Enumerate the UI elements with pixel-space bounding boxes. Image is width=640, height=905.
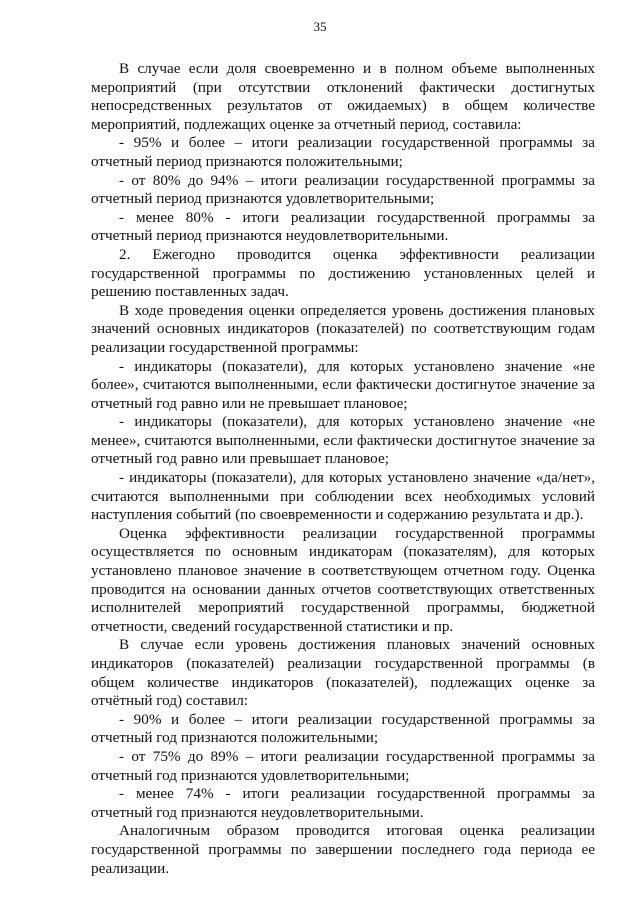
paragraph-90-percent: - 90% и более – итоги реализации государственной программы за отчетный год признаются положительными; [91, 710, 595, 747]
paragraph-less-74-percent: - менее 74% - итоги реализации государственной программы за отчетный год признаются неудовлетворительными. [91, 785, 595, 821]
paragraph-yes-no: - индикаторы (показатели), для которых установлено значение «да/нет», считаются выполненными при соблюдении всех необходимых условий наступления событий (по своевременности и содержанию результата и др.). [91, 469, 595, 524]
document-body [91, 60, 595, 878]
paragraph-75-89-percent: - от 75% до 89% – итоги реализации государственной программы за отчетный год признаются удовлетворительными; [91, 747, 595, 784]
paragraph-not-more: - индикаторы (показатели), для которых установлено значение «не более», считаются выполненными, если фактически достигнутое значение за отчетный год равно или не превышает плановое; [91, 357, 595, 412]
paragraph-efficiency-assessment: Оценка эффективности реализации государственной программы осуществляется по основным индикаторам (показателям), для которых установлено плановое значение в соответствующем отчетном году. Оценка проводится на основании данных отчетов соответствующих ответственных исполнителей мероприятий государственной программы, бюджетной отчетности, сведений государственной статистики и пр. [91, 524, 595, 635]
paragraph-indicator-levels: В ходе проведения оценки определяется уровень достижения плановых значений основных индикаторов (показателей) по соответствующим годам реализации государственной программы: [91, 301, 595, 356]
page-number: 35 [313, 19, 327, 34]
paragraph-share-of-measures: В случае если доля своевременно и в полном объеме выполненных мероприятий (при отсутствии отклонений фактически достигнутых непосредственных результатов от ожидаемых) в общем количестве мероприятий, подлежащих оценке за отчетный период, составила: [91, 60, 595, 133]
paragraph-not-less: - индикаторы (показатели), для которых установлено значение «не менее», считаются выполненными, если фактически достигнутое значение за отчетный год равно или превышает плановое; [91, 413, 595, 468]
paragraph-less-80-percent: - менее 80% - итоги реализации государственной программы за отчетный период признаются неудовлетворительными. [91, 208, 595, 245]
paragraph-indicator-achievement: В случае если уровень достижения плановых значений основных индикаторов (показателей) реализации государственной программы (в общем количестве индикаторов (показателей), подлежащих оценке за отчётный год) составил: [91, 636, 595, 710]
paragraph-annual-assessment: 2. Ежегодно проводится оценка эффективности реализации государственной программы по достижению установленных целей и решению поставленных задач. [91, 245, 595, 301]
paragraph-80-94-percent: - от 80% до 94% – итоги реализации государственной программы за отчетный период признаются удовлетворительными; [91, 171, 595, 208]
paragraph-final-assessment: Аналогичным образом проводится итоговая оценка реализации государственной программы по завершении последнего года периода ее реализации. [91, 822, 595, 877]
paragraph-95-percent: - 95% и более – итоги реализации государственной программы за отчетный период признаются положительными; [91, 134, 595, 170]
